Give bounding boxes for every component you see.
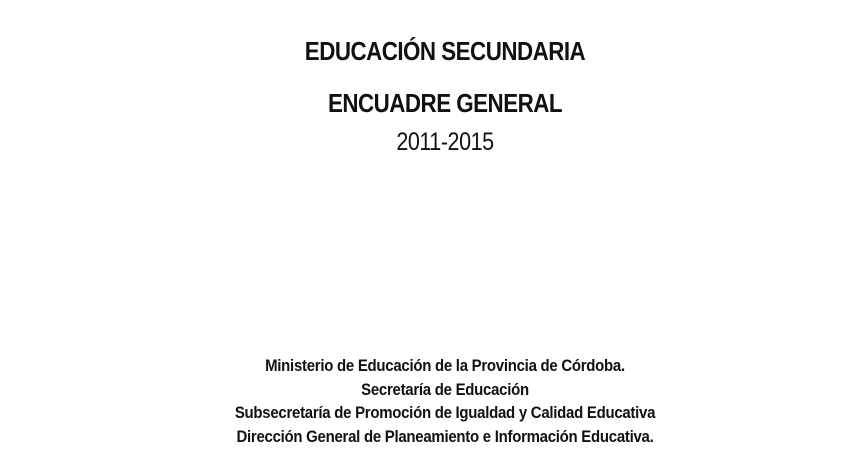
credit-subsecretariat: Subsecretaría de Promoción de Igualdad y Calidad Educativa (234, 403, 656, 422)
institution-credits (0, 354, 850, 448)
credit-secretariat: Secretaría de Educación (361, 379, 529, 399)
document-subtitle: ENCUADRE GENERAL (327, 88, 563, 118)
credit-ministry: Ministerio de Educación de la Provincia de Córdoba. (265, 356, 625, 375)
document-title: EDUCACIÓN SECUNDARIA (304, 36, 586, 66)
document-years: 2011-2015 (396, 128, 494, 156)
credit-directorate: Dirección General de Planeamiento e Información Educativa. (236, 426, 654, 446)
